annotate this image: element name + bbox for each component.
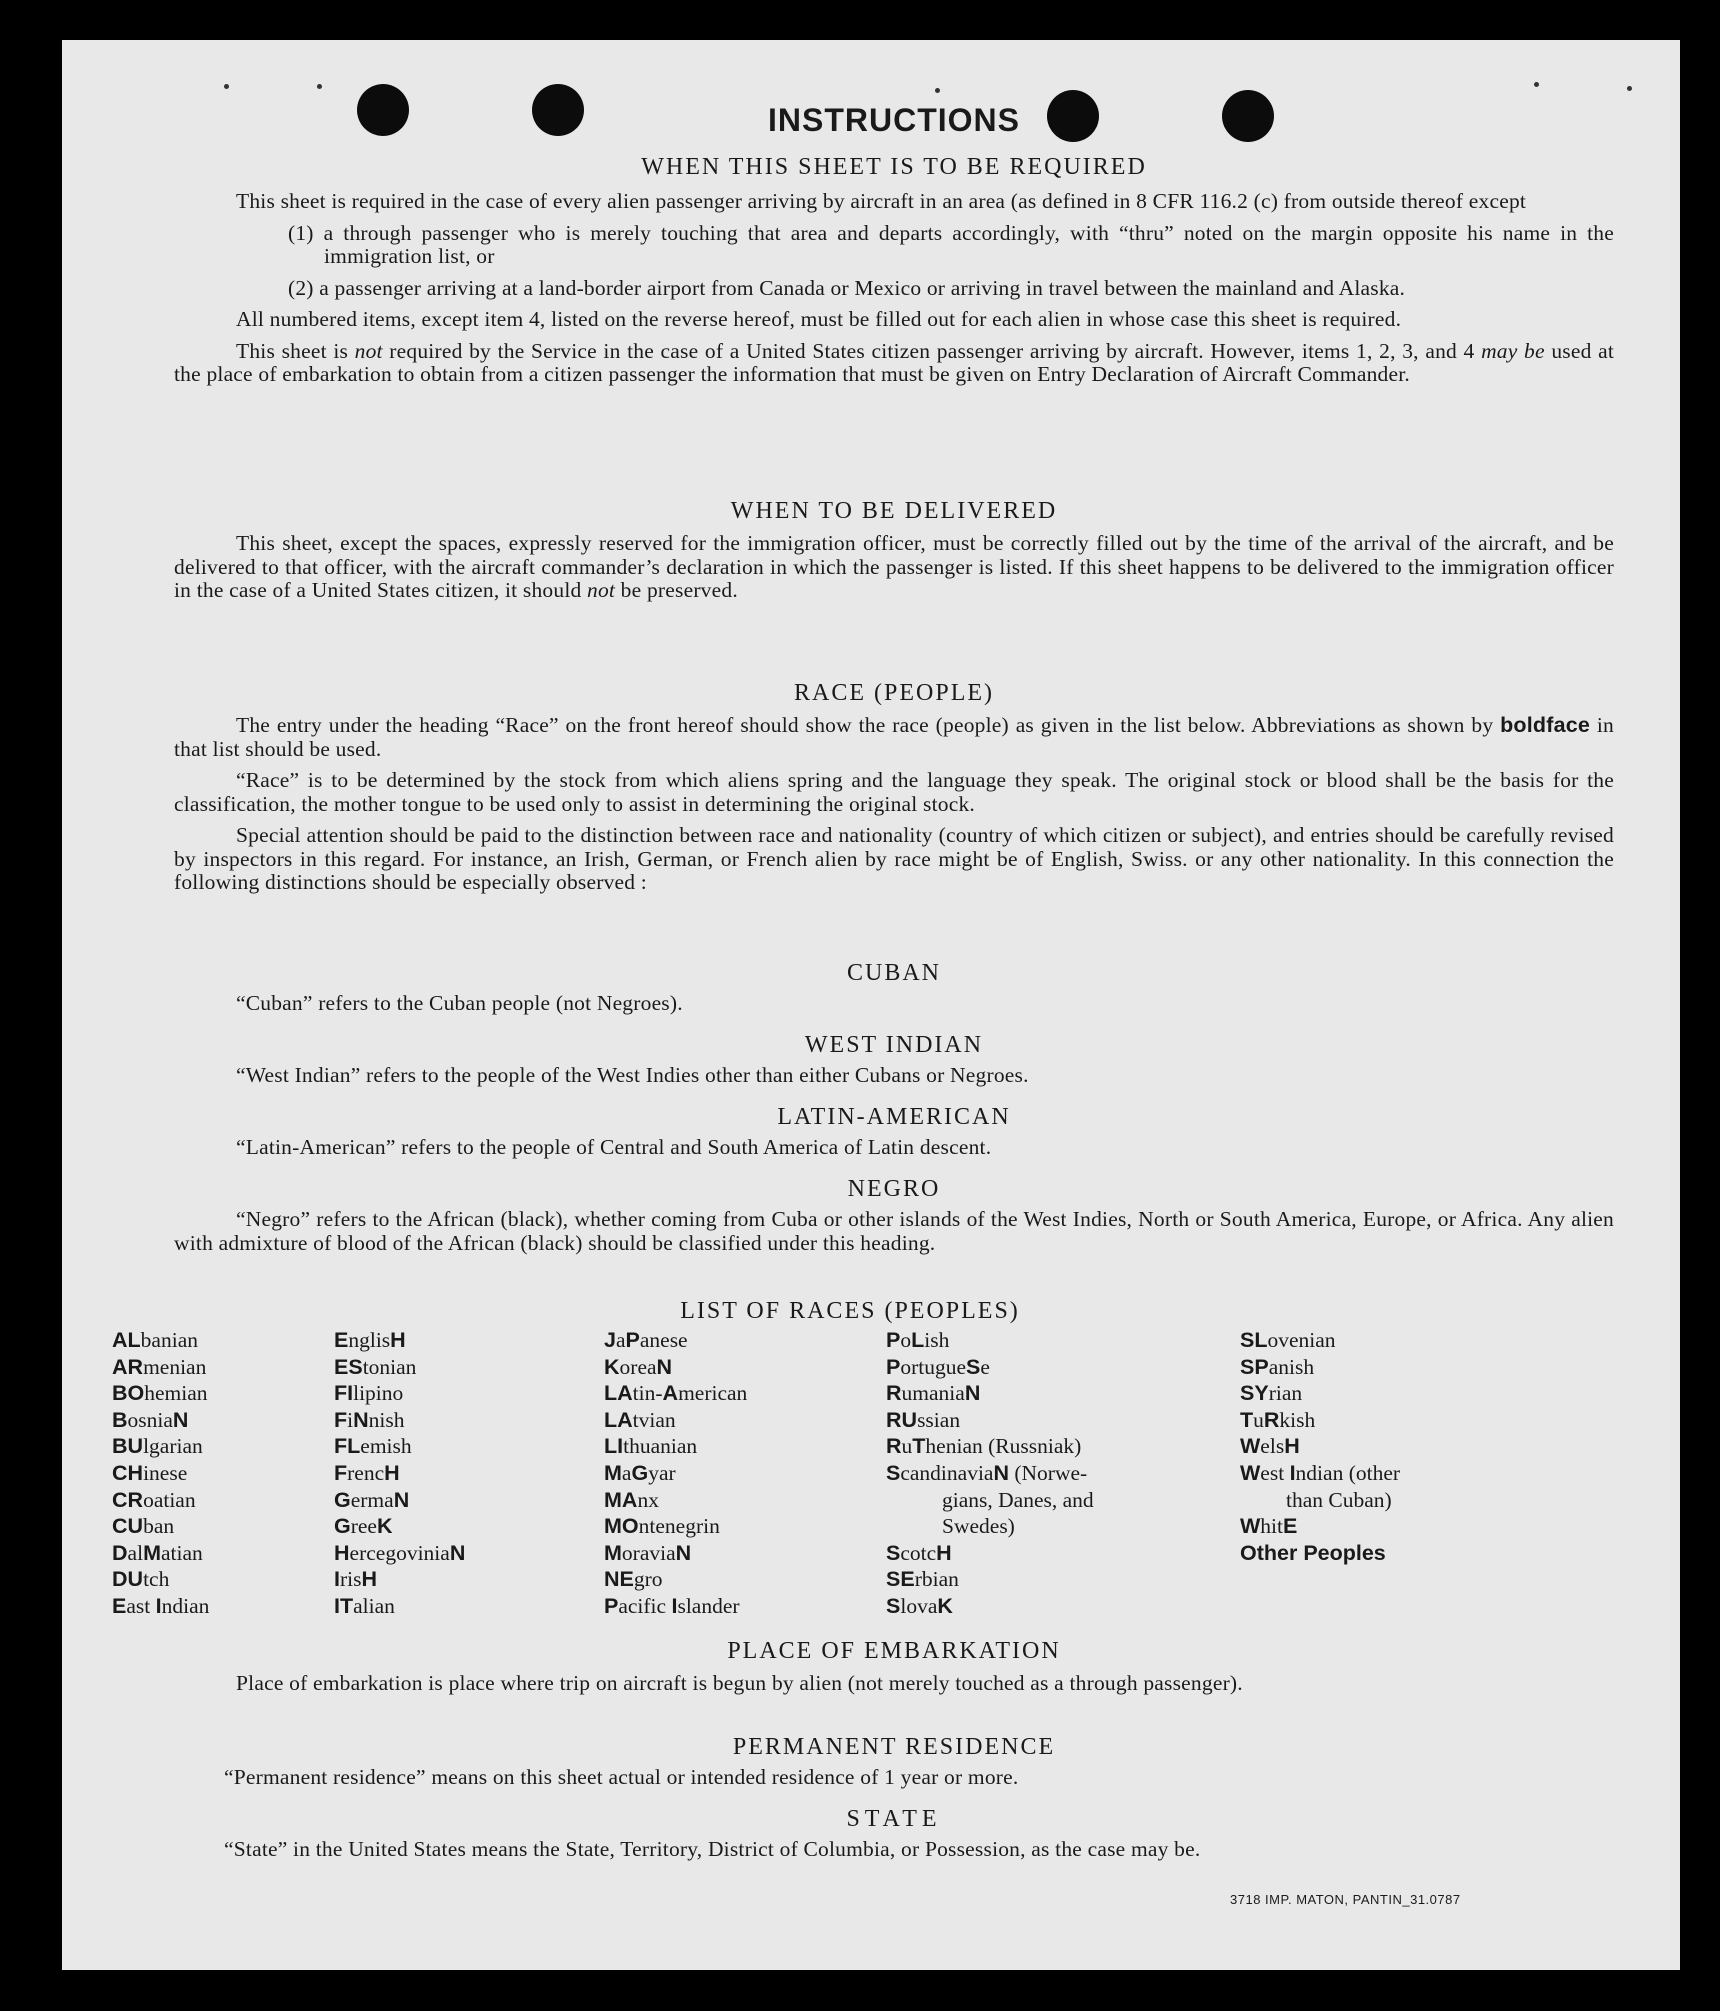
race-entry: LAtin-American (604, 1381, 748, 1406)
section-heading: PLACE OF EMBARKATION (727, 1638, 1061, 1664)
race-column (112, 1327, 322, 1620)
race-entry: RUssian (886, 1407, 961, 1432)
paragraph: This sheet is not required by the Service in the case of a United States citizen passenger arriving by aircraft. However, items 1, 2, 3, and 4 may be used at the place of embarkation to obtain from a citizen passenger the information that must be given on Entry Declaration of Aircraft Commander. (174, 338, 1615, 386)
race-entry: RumaniaN (886, 1381, 981, 1406)
section-heading: CUBAN (846, 960, 941, 986)
race-entry: WelsH (1240, 1434, 1300, 1459)
race-entry: FrencH (334, 1460, 400, 1485)
section-heading: NEGRO (847, 1176, 941, 1202)
race-entry: EnglisH (334, 1328, 406, 1352)
list-item: (1) a through passenger who is merely touching that area and departs accordingly, with “thru” noted on the margin opposite his name in the immigration list, or (288, 220, 1614, 268)
race-entry: RuThenian (Russniak) (886, 1434, 1082, 1459)
race-entry: Other Peoples (1240, 1540, 1386, 1565)
page-title: INSTRUCTIONS (768, 102, 1020, 138)
paragraph: “Permanent residence” means on this sheet actual or intended residence of 1 year or more. (224, 1765, 1019, 1789)
race-entry: JaPanese (604, 1328, 688, 1352)
list-item: (2) a passenger arriving at a land-border airport from Canada or Mexico or arriving in travel between the mainland and Alaska. (288, 275, 1406, 300)
paragraph: This sheet, except the spaces, expressly reserved for the immigration officer, must be correctly filled out by the time of the arrival of the aircraft, and be delivered to that officer, with the aircraft commander’s declaration in which the passenger is listed. If this sheet happens to be delivered to the immigration officer in the case of a United States citizen, it should not be preserved. (174, 531, 1614, 602)
race-entry: ALbanian (112, 1328, 198, 1352)
speck (1627, 86, 1632, 91)
race-column (604, 1327, 864, 1620)
race-entry: West Indian (other (1240, 1460, 1401, 1485)
race-entry: SYrian (1240, 1381, 1303, 1406)
race-entry: GermaN (334, 1487, 410, 1512)
race-entry: SLovenian (1240, 1328, 1336, 1352)
section-west-indian (174, 1030, 1614, 1088)
race-entry: Pacific Islander (604, 1593, 740, 1618)
paragraph: “Negro” refers to the African (black), whether coming from Cuba or other islands of the West Indies, North or South America, Europe, or Africa. Any alien with admixture of blood of the African (black) should be classified under this heading. (174, 1207, 1614, 1255)
race-entry: DalMatian (112, 1540, 203, 1565)
race-column (1240, 1327, 1500, 1566)
section-latin-american (174, 1102, 1614, 1160)
speck (1534, 82, 1539, 87)
race-entry: TuRkish (1240, 1407, 1316, 1432)
race-entry: WhitE (1240, 1514, 1298, 1539)
race-list (112, 1327, 1614, 1647)
document-page (62, 40, 1680, 1970)
race-entry: DUtch (112, 1567, 170, 1592)
race-entry: GreeK (334, 1514, 393, 1539)
race-entry: FiNnish (334, 1407, 405, 1432)
race-entry: BOhemian (112, 1381, 208, 1406)
race-entry: SErbian (886, 1567, 959, 1592)
paragraph: “Cuban” refers to the Cuban people (not Negroes). (236, 991, 683, 1015)
section-heading: RACE (PEOPLE) (794, 680, 994, 706)
race-entry: SlovaK (886, 1593, 953, 1618)
race-entry: gians, Danes, and (942, 1487, 1094, 1512)
race-entry: LAtvian (604, 1407, 676, 1432)
speck (935, 88, 940, 93)
race-entry: KoreaN (604, 1354, 673, 1379)
race-entry: HercegoviniaN (334, 1540, 466, 1565)
section-when-delivered (174, 496, 1614, 603)
printer-imprint: 3718 IMP. MATON, PANTIN_31.0787 (1230, 1892, 1461, 1907)
race-entry: CUban (112, 1514, 175, 1539)
section-heading: WHEN TO BE DELIVERED (730, 498, 1058, 524)
race-entry: PoLish (886, 1328, 950, 1352)
race-entry: ITalian (334, 1593, 395, 1618)
race-column (334, 1327, 564, 1620)
paragraph: All numbered items, except item 4, listed on the reverse hereof, must be filled out for each alien in whose case this sheet is required. (236, 307, 1402, 331)
section-list-of-races (174, 1296, 1614, 1326)
section-heading: PERMANENT RESIDENCE (732, 1734, 1056, 1760)
race-entry: Swedes) (942, 1514, 1015, 1539)
paragraph: This sheet is required in the case of every alien passenger arriving by aircraft in an area (as defined in 8 CFR 116.2 (c) from outside thereof except (236, 189, 1527, 213)
speck (224, 84, 229, 89)
paragraph: “State” in the United States means the State, Territory, District of Columbia, or Possession, as the case may be. (224, 1837, 1201, 1861)
race-entry: LIthuanian (604, 1434, 698, 1459)
section-state (174, 1804, 1614, 1862)
race-entry: ScandinaviaN (Norwe- (886, 1460, 1088, 1485)
race-entry: than Cuban) (1286, 1487, 1392, 1512)
section-when-required (174, 152, 1614, 387)
paragraph: The entry under the heading “Race” on the front hereof should show the race (people) as given in the list below. Abbreviations as shown by boldface in that list should be used. (174, 713, 1614, 761)
race-entry: MoraviaN (604, 1540, 692, 1565)
section-permanent-residence (174, 1732, 1614, 1790)
paragraph: “West Indian” refers to the people of the West Indies other than either Cubans or Negroes. (236, 1063, 1029, 1087)
section-cuban (174, 958, 1614, 1016)
section-heading: WHEN THIS SHEET IS TO BE REQUIRED (641, 154, 1147, 180)
race-entry: ScotcH (886, 1540, 952, 1565)
paragraph: Special attention should be paid to the distinction between race and nationality (country of which citizen or subject), and entries should be carefully revised by inspectors in this regard. For instance, an Irish, German, or French alien by race might be of English, Swiss. or any other nationality. In this connection the following distinctions should be especially observed : (174, 823, 1614, 894)
section-heading: WEST INDIAN (804, 1032, 984, 1058)
race-entry: FLemish (334, 1434, 412, 1459)
race-entry: NEgro (604, 1567, 663, 1592)
paragraph: Place of embarkation is place where trip on aircraft is begun by alien (not merely touched as a through passenger). (236, 1671, 1243, 1695)
paragraph: “Latin-American” refers to the people of Central and South America of Latin descent. (236, 1135, 992, 1159)
race-entry: EStonian (334, 1354, 417, 1379)
race-entry: CHinese (112, 1460, 188, 1485)
race-entry: MAnx (604, 1487, 659, 1512)
race-entry: IrisH (334, 1567, 378, 1592)
speck (317, 84, 322, 89)
race-entry: ARmenian (112, 1354, 207, 1379)
race-entry: PortugueSe (886, 1354, 990, 1379)
race-entry: MaGyar (604, 1460, 676, 1485)
section-heading: LATIN-AMERICAN (777, 1104, 1011, 1130)
race-entry: SPanish (1240, 1354, 1315, 1379)
section-embarkation (174, 1636, 1614, 1696)
section-heading: STATE (846, 1806, 942, 1832)
race-entry: CRoatian (112, 1487, 196, 1512)
section-race (174, 678, 1614, 895)
section-negro (174, 1174, 1614, 1255)
race-entry: BUlgarian (112, 1434, 203, 1459)
race-entry: FIlipino (334, 1381, 404, 1406)
section-heading: LIST OF RACES (PEOPLES) (680, 1298, 1020, 1324)
race-entry: East Indian (112, 1593, 210, 1618)
race-entry: MOntenegrin (604, 1514, 720, 1539)
paragraph: “Race” is to be determined by the stock from which aliens spring and the language they speak. The original stock or blood shall be the basis for the classification, the mother tongue to be used only to assist in determining the original stock. (174, 768, 1614, 816)
race-column (886, 1327, 1186, 1620)
race-entry: BosniaN (112, 1407, 189, 1432)
